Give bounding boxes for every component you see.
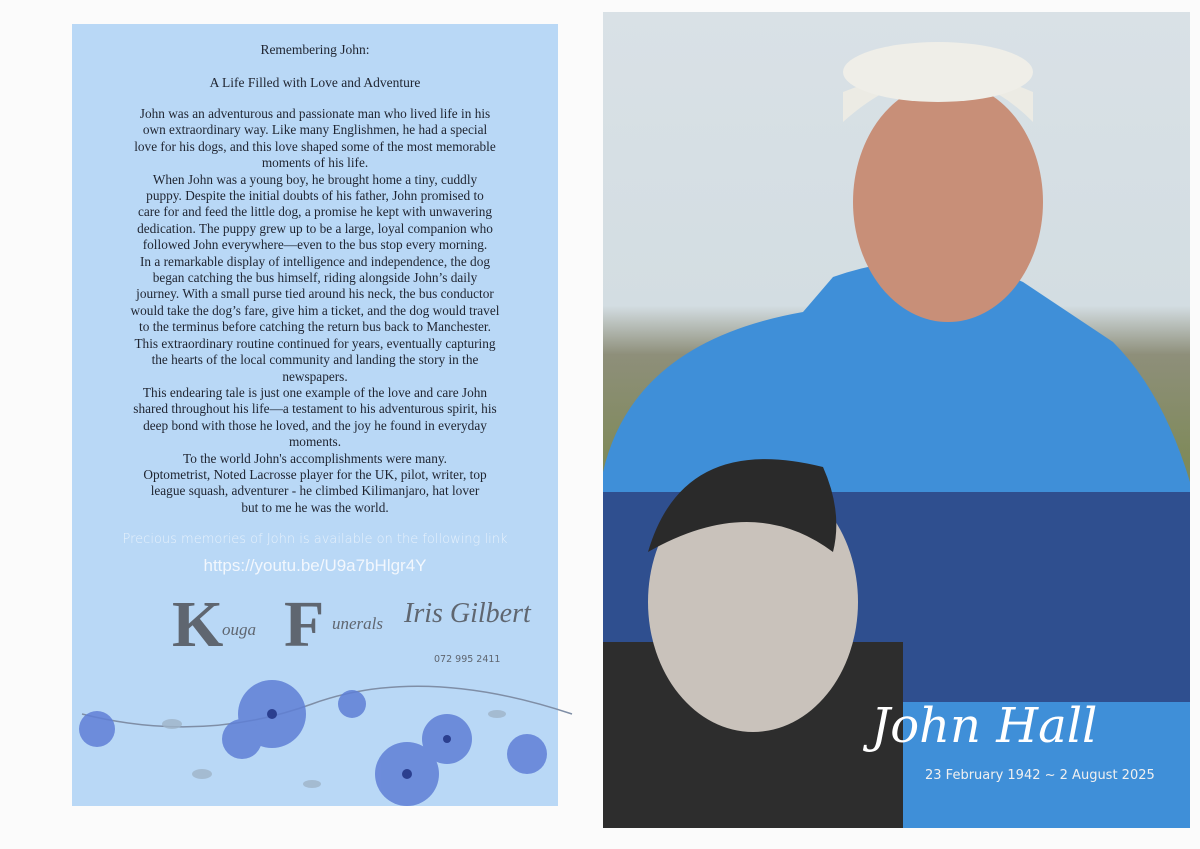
logo-ouga: ouga: [222, 620, 256, 639]
memorial-text-panel: [72, 24, 558, 806]
life-dates: 23 February 1942 ~ 2 August 2025: [925, 768, 1155, 783]
youtube-link[interactable]: https://youtu.be/U9a7bHlgr4Y: [203, 556, 427, 575]
tribute-line: John was an adventurous and passionate man who lived life in his: [139, 106, 491, 121]
tribute-line: would take the dog’s fare, give him a ticket, and the dog would travel: [130, 302, 500, 318]
deceased-name: John Hall: [871, 698, 1098, 754]
tribute-text: [72, 106, 558, 516]
logo-unerals: unerals: [332, 614, 383, 633]
logo-f: F: [284, 588, 325, 661]
tribute-line: puppy. Despite the initial doubts of his father, John promised to: [146, 188, 484, 204]
memories-caption: Precious memories of John is available on the following link: [122, 532, 508, 547]
tribute-line: journey. With a small purse tied around his neck, the bus conductor: [136, 286, 494, 302]
tribute-line: the hearts of the local community and landing the story in the: [151, 352, 479, 368]
tribute-line: followed John everywhere—even to the bus stop every morning.: [142, 237, 488, 253]
tribute-line: moments of his life.: [261, 155, 369, 171]
page-title: Remembering John:: [260, 42, 370, 57]
phone-number: 072 995 2411: [434, 654, 501, 665]
logo-k: K: [172, 588, 224, 661]
tribute-line: Optometrist, Noted Lacrosse player for the UK, pilot, writer, top: [143, 466, 487, 482]
flower-decoration: [52, 644, 582, 814]
tribute-line: began catching the bus himself, riding alongside John’s daily: [152, 270, 478, 286]
signature: Iris Gilbert: [404, 598, 531, 629]
tribute-line: When John was a young boy, he brought home a tiny, cuddly: [152, 171, 478, 187]
tribute-line: deep bond with those he loved, and the joy he found in everyday: [143, 417, 487, 433]
tribute-line: newspapers.: [282, 368, 348, 384]
tribute-line: shared throughout his life—a testament to his adventurous spirit, his: [133, 401, 497, 417]
tribute-line: This extraordinary routine continued for years, eventually capturing: [134, 335, 496, 351]
tribute-line: but to me he was the world.: [241, 499, 389, 515]
tribute-line: dedication. The puppy grew up to be a large, loyal companion who: [137, 220, 493, 236]
tribute-line: care for and feed the little dog, a promise he kept with unwavering: [137, 204, 493, 220]
portrait-photo: [603, 12, 1190, 828]
subtitle: A Life Filled with Love and Adventure: [209, 75, 421, 90]
tribute-line: league squash, adventurer - he climbed Kilimanjaro, hat lover: [150, 483, 480, 499]
tribute-line: love for his dogs, and this love shaped some of the most memorable: [134, 138, 496, 154]
tribute-line: to the terminus before catching the return bus back to Manchester.: [139, 319, 491, 335]
tribute-line: In a remarkable display of intelligence and independence, the dog: [139, 253, 490, 269]
tribute-line: moments.: [288, 434, 342, 450]
tribute-line: own extraordinary way. Like many Englishmen, he had a special: [142, 122, 488, 138]
tribute-line: To the world John's accomplishments were many.: [183, 450, 447, 466]
tribute-line: This endearing tale is just one example of the love and care John: [142, 384, 488, 400]
